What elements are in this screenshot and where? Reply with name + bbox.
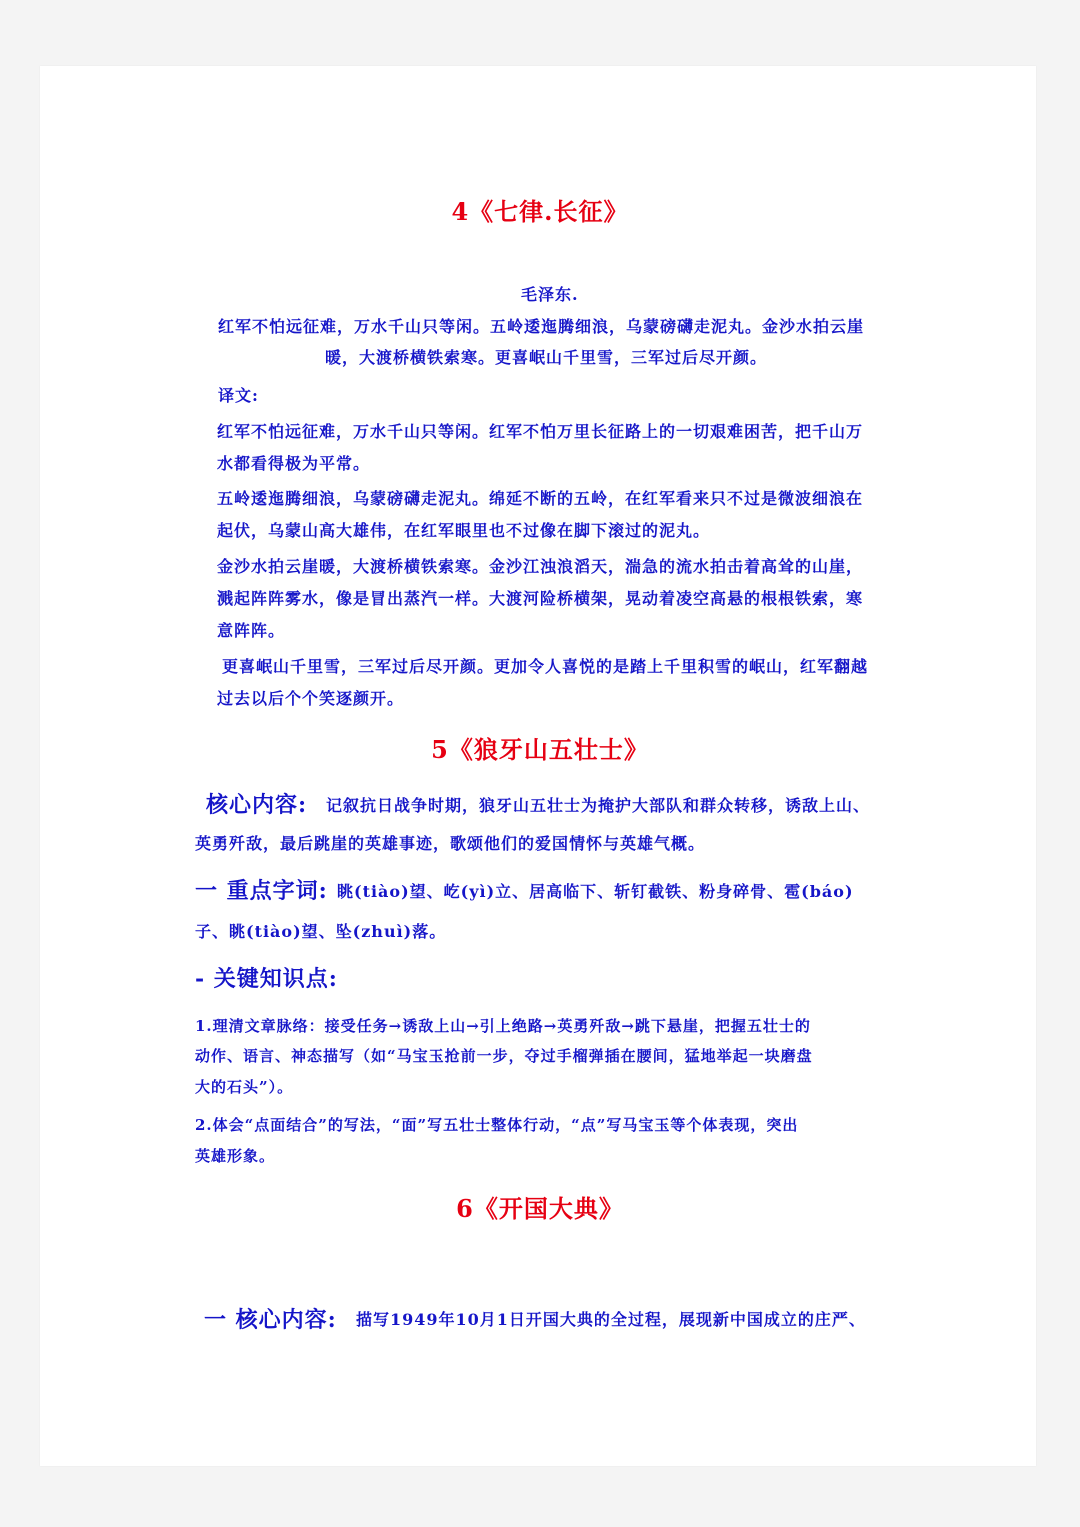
translation-3-line-1: 金沙水拍云崖暖，大渡桥横铁索寒。金沙江浊浪滔天，湍急的流水拍击着高耸的山崖， xyxy=(217,557,864,576)
translation-2-line-2: 起伏，乌蒙山高大雄伟，在红军眼里也不过像在脚下滚过的泥丸。 xyxy=(217,521,711,540)
core-content-label: 核心内容: xyxy=(206,792,308,818)
document-page xyxy=(40,66,1036,1466)
translation-4-line-1: 更喜岷山千里雪，三军过后尽开颜。更加令人喜悦的是踏上千里积雪的岷山，红军翻越 xyxy=(222,657,869,676)
core-content-line-1: 记叙抗日战争时期，狼牙山五壮士为掩护大部队和群众转移，诱敌上山、 xyxy=(326,796,871,815)
translation-2-line-1: 五岭逶迤腾细浪，乌蒙磅礴走泥丸。绵延不断的五岭，在红军看来只不过是微波细浪在 xyxy=(217,489,864,508)
translation-1-line-1: 红军不怕远征难，万水千山只等闲。红军不怕万里长征路上的一切艰难困苦，把千山万 xyxy=(217,422,864,441)
key-point-2-line-1: 2.体会“点面结合”的写法，“面”写五壮士整体行动，“点”写马宝玉等个体表现，突出 xyxy=(195,1116,799,1134)
key-words-line-2: 子、眺(tiào)望、坠(zhuì)落。 xyxy=(195,922,447,941)
section-6-core-label: 一 核心内容: xyxy=(204,1307,337,1333)
section-4-title: 4《七律.长征》 xyxy=(451,197,629,226)
key-words-label: 一 重点字词: xyxy=(195,878,328,904)
poem-line-1: 红军不怕远征难，万水千山只等闲。五岭逶迤腾细浪，乌蒙磅礴走泥丸。金沙水拍云崖 xyxy=(218,317,865,336)
translation-3-line-2: 溅起阵阵雾水，像是冒出蒸汽一样。大渡河险桥横架，晃动着凌空高悬的根根铁索，寒 xyxy=(217,589,864,608)
key-points-label: - 关键知识点: xyxy=(195,966,338,992)
translation-label: 译文: xyxy=(218,386,259,405)
poem-author: 毛泽东. xyxy=(521,285,579,304)
translation-4-line-2: 过去以后个个笑逐颜开。 xyxy=(217,689,405,708)
key-point-1-line-2: 动作、语言、神态描写（如“马宝玉抢前一步，夺过手榴弹插在腰间，猛地举起一块磨盘 xyxy=(195,1047,813,1065)
poem-line-2: 暖，大渡桥横铁索寒。更喜岷山千里雪，三军过后尽开颜。 xyxy=(325,348,768,367)
section-6-title: 6《开国大典》 xyxy=(456,1194,624,1223)
key-point-2-line-2: 英雄形象。 xyxy=(195,1147,276,1165)
translation-3-line-3: 意阵阵。 xyxy=(217,621,286,640)
translation-1-line-2: 水都看得极为平常。 xyxy=(217,454,371,473)
core-content-line-2: 英勇歼敌，最后跳崖的英雄事迹，歌颂他们的爱国情怀与英雄气概。 xyxy=(195,834,706,853)
key-words-line-1: 眺(tiào)望、屹(yì)立、居高临下、斩钉截铁、粉身碎骨、雹(báo) xyxy=(337,882,854,901)
section-5-title: 5《狼牙山五壮士》 xyxy=(431,735,649,764)
section-6-core-line-1: 描写1949年10月1日开国大典的全过程，展现新中国成立的庄严、 xyxy=(356,1310,866,1329)
key-point-1-line-3: 大的石头”）。 xyxy=(195,1078,294,1096)
key-point-1-line-1: 1.理清文章脉络：接受任务→诱敌上山→引上绝路→英勇歼敌→跳下悬崖，把握五壮士的 xyxy=(195,1017,811,1035)
